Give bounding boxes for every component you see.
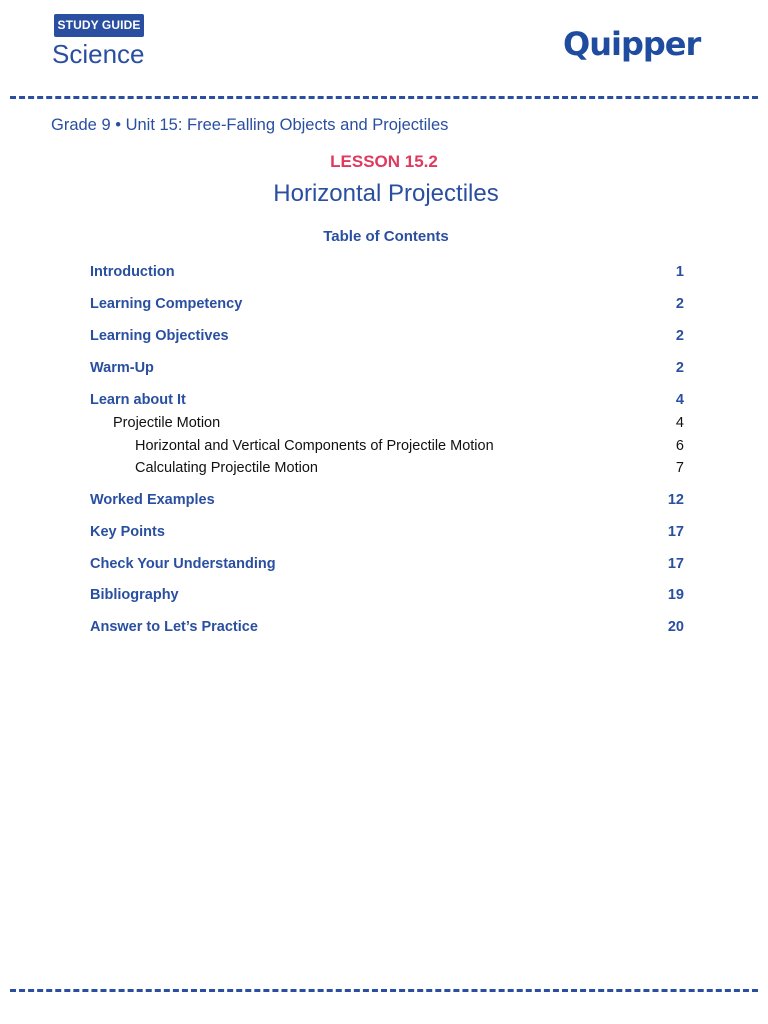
toc-item-answer-to-lets-practice[interactable] (90, 617, 684, 637)
toc-item-bibliography[interactable] (90, 585, 684, 605)
toc-item-worked-examples[interactable] (90, 490, 684, 510)
toc-item-page: 17 (667, 556, 684, 572)
toc-item-label: Key Points (90, 524, 165, 540)
toc-item-page: 19 (667, 587, 684, 603)
subject-title: Science (52, 39, 145, 69)
toc-item-page: 2 (675, 328, 684, 344)
toc-item-label: Learn about It (90, 392, 186, 408)
toc-item-learning-competency[interactable] (90, 294, 684, 314)
toc-item-calculating-projectile-motion[interactable] (90, 458, 684, 478)
toc-item-label: Introduction (90, 264, 175, 280)
toc-item-page: 4 (675, 415, 684, 431)
toc-item-label: Learning Competency (90, 296, 243, 312)
brand-logo: Quipper (563, 25, 701, 63)
toc-item-label: Bibliography (90, 587, 179, 603)
toc-item-page: 12 (667, 492, 684, 508)
toc-item-page: 4 (675, 392, 684, 408)
toc-item-horizontal-vertical-components[interactable] (90, 436, 684, 456)
study-guide-badge: STUDY GUIDE (54, 14, 144, 37)
toc-item-projectile-motion[interactable] (90, 413, 684, 433)
toc-item-introduction[interactable] (90, 262, 684, 282)
toc-item-label: Answer to Let’s Practice (90, 619, 258, 635)
toc-item-label: Horizontal and Vertical Components of Projectile Motion (135, 438, 494, 454)
toc-item-learn-about-it[interactable] (90, 390, 684, 410)
top-divider (10, 96, 758, 99)
bottom-divider (10, 989, 758, 992)
toc-item-page: 17 (667, 524, 684, 540)
toc-item-learning-objectives[interactable] (90, 326, 684, 346)
lesson-number: LESSON 15.2 (330, 152, 438, 171)
toc-item-label: Calculating Projectile Motion (135, 460, 318, 476)
toc-item-label: Learning Objectives (90, 328, 229, 344)
toc-item-page: 6 (675, 438, 684, 454)
toc-item-page: 2 (675, 296, 684, 312)
toc-item-label: Warm-Up (90, 360, 154, 376)
toc-item-check-your-understanding[interactable] (90, 554, 684, 574)
toc-item-label: Check Your Understanding (90, 556, 276, 572)
toc-heading: Table of Contents (323, 228, 449, 245)
toc-item-label: Projectile Motion (113, 415, 221, 431)
toc-item-page: 20 (667, 619, 684, 635)
toc-item-warm-up[interactable] (90, 358, 684, 378)
toc-item-page: 7 (675, 460, 684, 476)
toc-item-page: 2 (675, 360, 684, 376)
breadcrumb: Grade 9 • Unit 15: Free-Falling Objects and Projectiles (51, 116, 449, 134)
toc-item-page: 1 (675, 264, 684, 280)
lesson-title: Horizontal Projectiles (273, 180, 499, 207)
toc-item-label: Worked Examples (90, 492, 215, 508)
toc-item-key-points[interactable] (90, 522, 684, 542)
